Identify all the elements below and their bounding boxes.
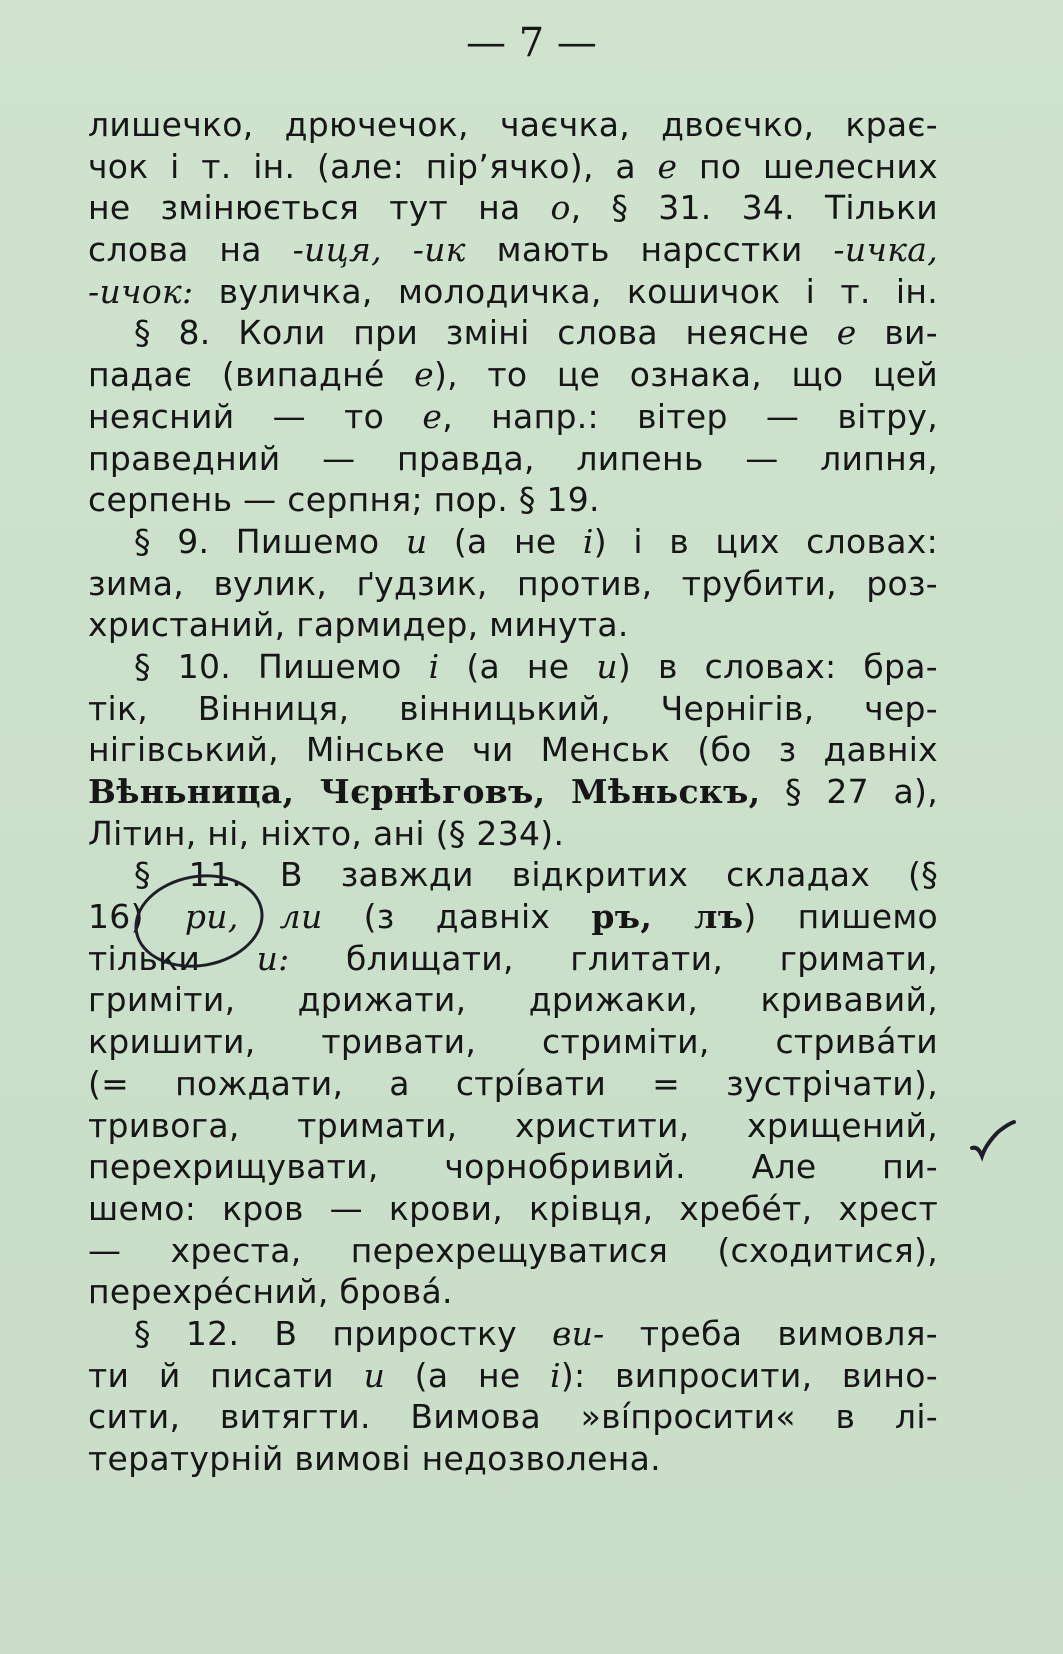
text-run: праведний — правда, липень — липня, xyxy=(88,438,938,478)
text-line xyxy=(88,688,938,730)
text-run: § 9. Пишемо xyxy=(134,521,406,561)
text-line xyxy=(88,1313,938,1355)
text-run: чок і т. ін. (але: пір’ячко), а xyxy=(88,146,658,186)
text-run: падає (випаднé xyxy=(88,355,415,395)
text-run: ви- xyxy=(856,313,938,353)
text-line xyxy=(88,187,938,229)
check-icon xyxy=(968,1118,1028,1178)
text-line xyxy=(88,146,938,188)
italic-run: и xyxy=(405,521,428,561)
text-run: вуличка, молодичка, кошичок і т. ін. xyxy=(193,271,938,311)
text-run: зима, вулик, ґудзик, против, трубити, роз- xyxy=(88,563,938,603)
text-run: мають нарсстки xyxy=(465,230,834,270)
text-run: (з давніх xyxy=(322,897,592,937)
text-run: ), то це ознака, що цей xyxy=(433,355,938,395)
text-run: шемо: кров — крови, крівця, хребéт, хрест xyxy=(88,1188,938,1228)
italic-run: е xyxy=(657,146,678,186)
text-line xyxy=(88,563,938,605)
text-line xyxy=(88,396,938,438)
text-line xyxy=(88,1188,938,1230)
text-line xyxy=(88,771,938,813)
text-line xyxy=(88,1146,938,1188)
text-run: ти й писати xyxy=(88,1355,364,1395)
text-run: тературній вимові недозволена. xyxy=(88,1439,661,1478)
page-text xyxy=(88,104,938,1480)
text-run: сити, витягти. Вимова »вíпросити« в лі- xyxy=(88,1397,938,1437)
italic-run: -ичка, xyxy=(833,230,939,270)
italic-run: е xyxy=(414,355,434,395)
text-line xyxy=(88,1396,938,1438)
text-run: не змінюється тут на xyxy=(88,188,551,228)
text-run: перехрищувати, чорнобривий. Але пи- xyxy=(88,1147,938,1187)
text-run: (а не xyxy=(385,1355,550,1395)
italic-run: ри, ли xyxy=(184,897,323,937)
text-line xyxy=(88,1063,938,1105)
text-line xyxy=(88,646,938,688)
text-run: ) пишемо xyxy=(743,897,939,937)
text-line xyxy=(88,521,938,563)
text-run: серпень — серпня; пор. § 19. xyxy=(88,480,600,520)
text-line xyxy=(88,271,938,313)
text-run: , напр.: вітер — вітру, xyxy=(442,396,938,436)
text-line xyxy=(88,729,938,771)
italic-run: о xyxy=(550,188,571,228)
text-run: лишечко, дрючечок, чаєчка, двоєчко, крає- xyxy=(88,105,938,144)
text-line xyxy=(88,104,938,146)
text-line xyxy=(88,1438,938,1480)
text-line xyxy=(88,1021,938,1063)
text-line xyxy=(88,1105,938,1147)
text-run: § 11. В завжди відкритих складах (§ xyxy=(134,855,938,895)
text-line xyxy=(88,604,938,646)
text-run: треба вимовля- xyxy=(604,1313,938,1353)
italic-run: і xyxy=(428,646,440,686)
text-run: христаний, гармидер, минута. xyxy=(88,605,629,645)
text-line xyxy=(88,1230,938,1272)
text-run: перехрéсний, бровá. xyxy=(88,1272,453,1312)
text-run: (а не xyxy=(427,521,583,561)
text-run: § 8. Коли при зміні слова неясне xyxy=(134,313,837,353)
italic-run: і xyxy=(582,521,594,561)
text-run: слова на xyxy=(88,230,293,270)
italic-run: е xyxy=(836,313,857,353)
text-run: по шелесних xyxy=(677,146,938,186)
text-line xyxy=(88,312,938,354)
italic-run: -иця, -ик xyxy=(292,230,466,270)
italic-run: и: xyxy=(256,938,290,978)
text-run: неясний — то xyxy=(88,396,423,436)
text-run: ) і в цих словах: xyxy=(593,521,939,561)
italic-run: ви- xyxy=(552,1313,605,1353)
italic-run: и xyxy=(596,646,618,686)
text-line xyxy=(88,438,938,480)
text-line xyxy=(88,354,938,396)
text-run: нігівський, Мінське чи Менськ (бо з давніх xyxy=(88,730,938,770)
text-run: тривога, тримати, христити, хрищений, xyxy=(88,1105,938,1145)
text-line xyxy=(88,813,938,855)
text-run: § 10. Пишемо xyxy=(134,646,429,686)
text-run: (= пождати, а стрíвати = зустрічати), xyxy=(88,1063,938,1103)
text-run: § 12. В приростку xyxy=(134,1313,553,1353)
text-run: — хреста, перехрещуватися (сходитися), xyxy=(88,1230,938,1270)
old-script-run: ръ, лъ xyxy=(591,897,744,937)
page-number: — 7 — xyxy=(466,20,597,66)
text-line xyxy=(88,979,938,1021)
italic-run: -ичок: xyxy=(88,271,194,311)
text-run: ) в словах: бра- xyxy=(617,646,939,686)
text-run: тільки xyxy=(88,938,257,978)
text-run: § 27 а), xyxy=(760,772,938,811)
text-run: 16) xyxy=(88,897,185,937)
text-run: блищати, глитати, гримати, xyxy=(289,938,938,978)
text-line xyxy=(88,479,938,521)
text-run: (а не xyxy=(439,646,597,686)
text-line xyxy=(88,1355,938,1397)
text-line xyxy=(88,229,938,271)
old-script-run: Вѣньница, Чєрнѣговъ, Мѣньскъ, xyxy=(88,772,761,811)
text-run: гриміти, дрижати, дрижаки, кривавий, xyxy=(88,980,938,1020)
text-run: кришити, тривати, стриміти, стривáти xyxy=(88,1022,938,1062)
italic-run: і xyxy=(549,1355,561,1395)
text-run: , § 31. 34. Тільки xyxy=(570,188,939,228)
text-line xyxy=(88,1271,938,1313)
text-run: ): випросити, вино- xyxy=(560,1355,938,1395)
italic-run: е xyxy=(422,396,443,436)
text-run: Літин, ні, ніхто, ані (§ 234). xyxy=(88,813,565,853)
italic-run: и xyxy=(363,1355,386,1395)
text-run: тік, Вінниця, вінницький, Чернігів, чер- xyxy=(88,688,938,728)
